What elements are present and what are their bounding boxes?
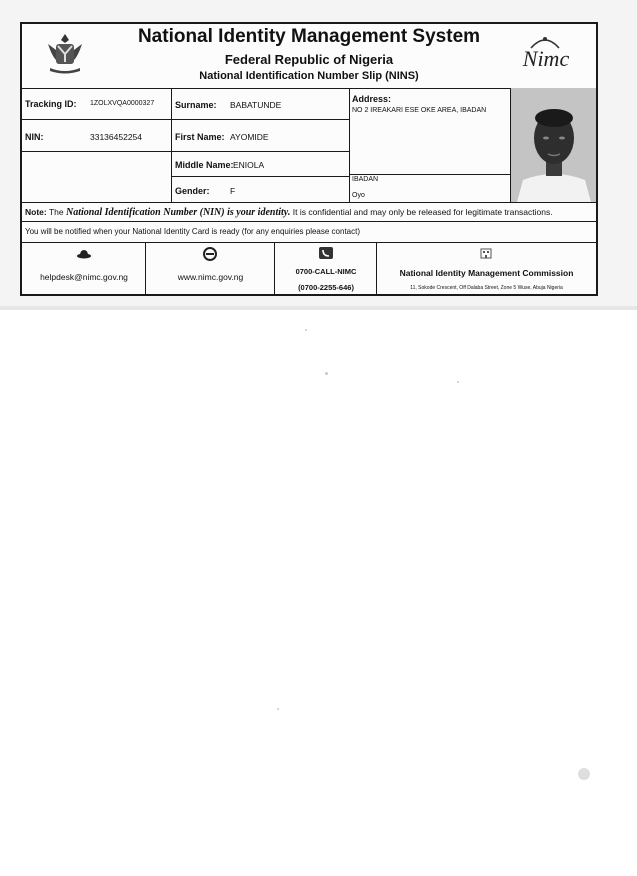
page-subtitle: Federal Republic of Nigeria (224, 52, 394, 67)
middle-name-value: ENIOLA (233, 160, 265, 170)
website-link[interactable]: www.nimc.gov.ng (177, 272, 244, 282)
org-name: National Identity Management Commission (399, 268, 574, 278)
surname-label: Surname: (175, 100, 217, 110)
phone-icon (319, 247, 333, 259)
scan-speck (457, 381, 459, 383)
note-emphasis: National Identification Number (NIN) is your identity. (65, 207, 291, 218)
email-link[interactable]: helpdesk@nimc.gov.ng (40, 272, 128, 282)
contact-row (22, 242, 596, 296)
first-name-value: AYOMIDE (230, 132, 269, 142)
middle-name-label: Middle Name: (175, 160, 234, 170)
scan-speck (325, 372, 328, 375)
email-contact (22, 243, 146, 296)
nin-label: NIN: (25, 132, 44, 142)
nimc-logo (518, 32, 574, 78)
phone-contact (275, 243, 377, 296)
scan-speck (305, 329, 307, 331)
note-the: The (48, 207, 64, 217)
empty-cell (22, 152, 172, 202)
gender-cell (172, 177, 350, 202)
hat-icon (77, 249, 91, 259)
nin-value: 33136452254 (90, 132, 143, 142)
browser-e-icon (203, 247, 217, 261)
nimc-logo-text: Nimc (522, 46, 570, 71)
page-title: National Identity Management System (137, 26, 481, 47)
note-row (22, 202, 596, 222)
tracking-id-cell (22, 88, 172, 120)
address-city: IBADAN (352, 176, 379, 183)
first-name-label: First Name: (175, 132, 225, 142)
gender-value: F (230, 186, 236, 196)
paper-edge (0, 306, 637, 310)
scan-speck (277, 708, 279, 710)
tracking-id-label: Tracking ID: (25, 99, 77, 109)
nin-slip (20, 22, 598, 296)
address-label: Address: (352, 94, 392, 104)
passport-photo (510, 88, 596, 202)
tracking-id-value: 1ZOLXVQA0000327 (90, 100, 155, 107)
org-address: 11, Sokode Crescent, Off Dalaba Street, Zone 5 Wuse, Abuja Nigeria (410, 285, 563, 291)
surname-cell (172, 88, 350, 120)
nin-cell (22, 120, 172, 152)
gender-label: Gender: (175, 186, 210, 196)
first-name-cell (172, 120, 350, 152)
person-photo-icon (511, 88, 596, 202)
slip-header (22, 24, 596, 89)
org-contact (377, 243, 596, 296)
note-text (25, 207, 553, 218)
website-contact (146, 243, 275, 296)
middle-name-cell (172, 152, 350, 177)
address-state: Oyo (352, 192, 365, 199)
phone-number: (0700-2255-646) (298, 283, 354, 292)
note-prefix: Note: (25, 207, 47, 217)
scan-speck (578, 768, 590, 780)
slip-title: National Identification Number Slip (NINS) (199, 70, 419, 82)
building-icon (480, 247, 492, 259)
surname-value: BABATUNDE (230, 100, 282, 110)
address-cell (350, 88, 510, 202)
address-line1: NO 2 IREAKARI ESE OKE AREA, IBADAN (352, 107, 487, 114)
note-rest: It is confidential and may only be released for legitimate transactions. (292, 207, 553, 217)
phone-label: 0700-CALL-NIMC (295, 267, 357, 276)
notify-text: You will be notified when your National Identity Card is ready (for any enquiries please contact) (25, 227, 360, 236)
address-divider (350, 174, 510, 175)
